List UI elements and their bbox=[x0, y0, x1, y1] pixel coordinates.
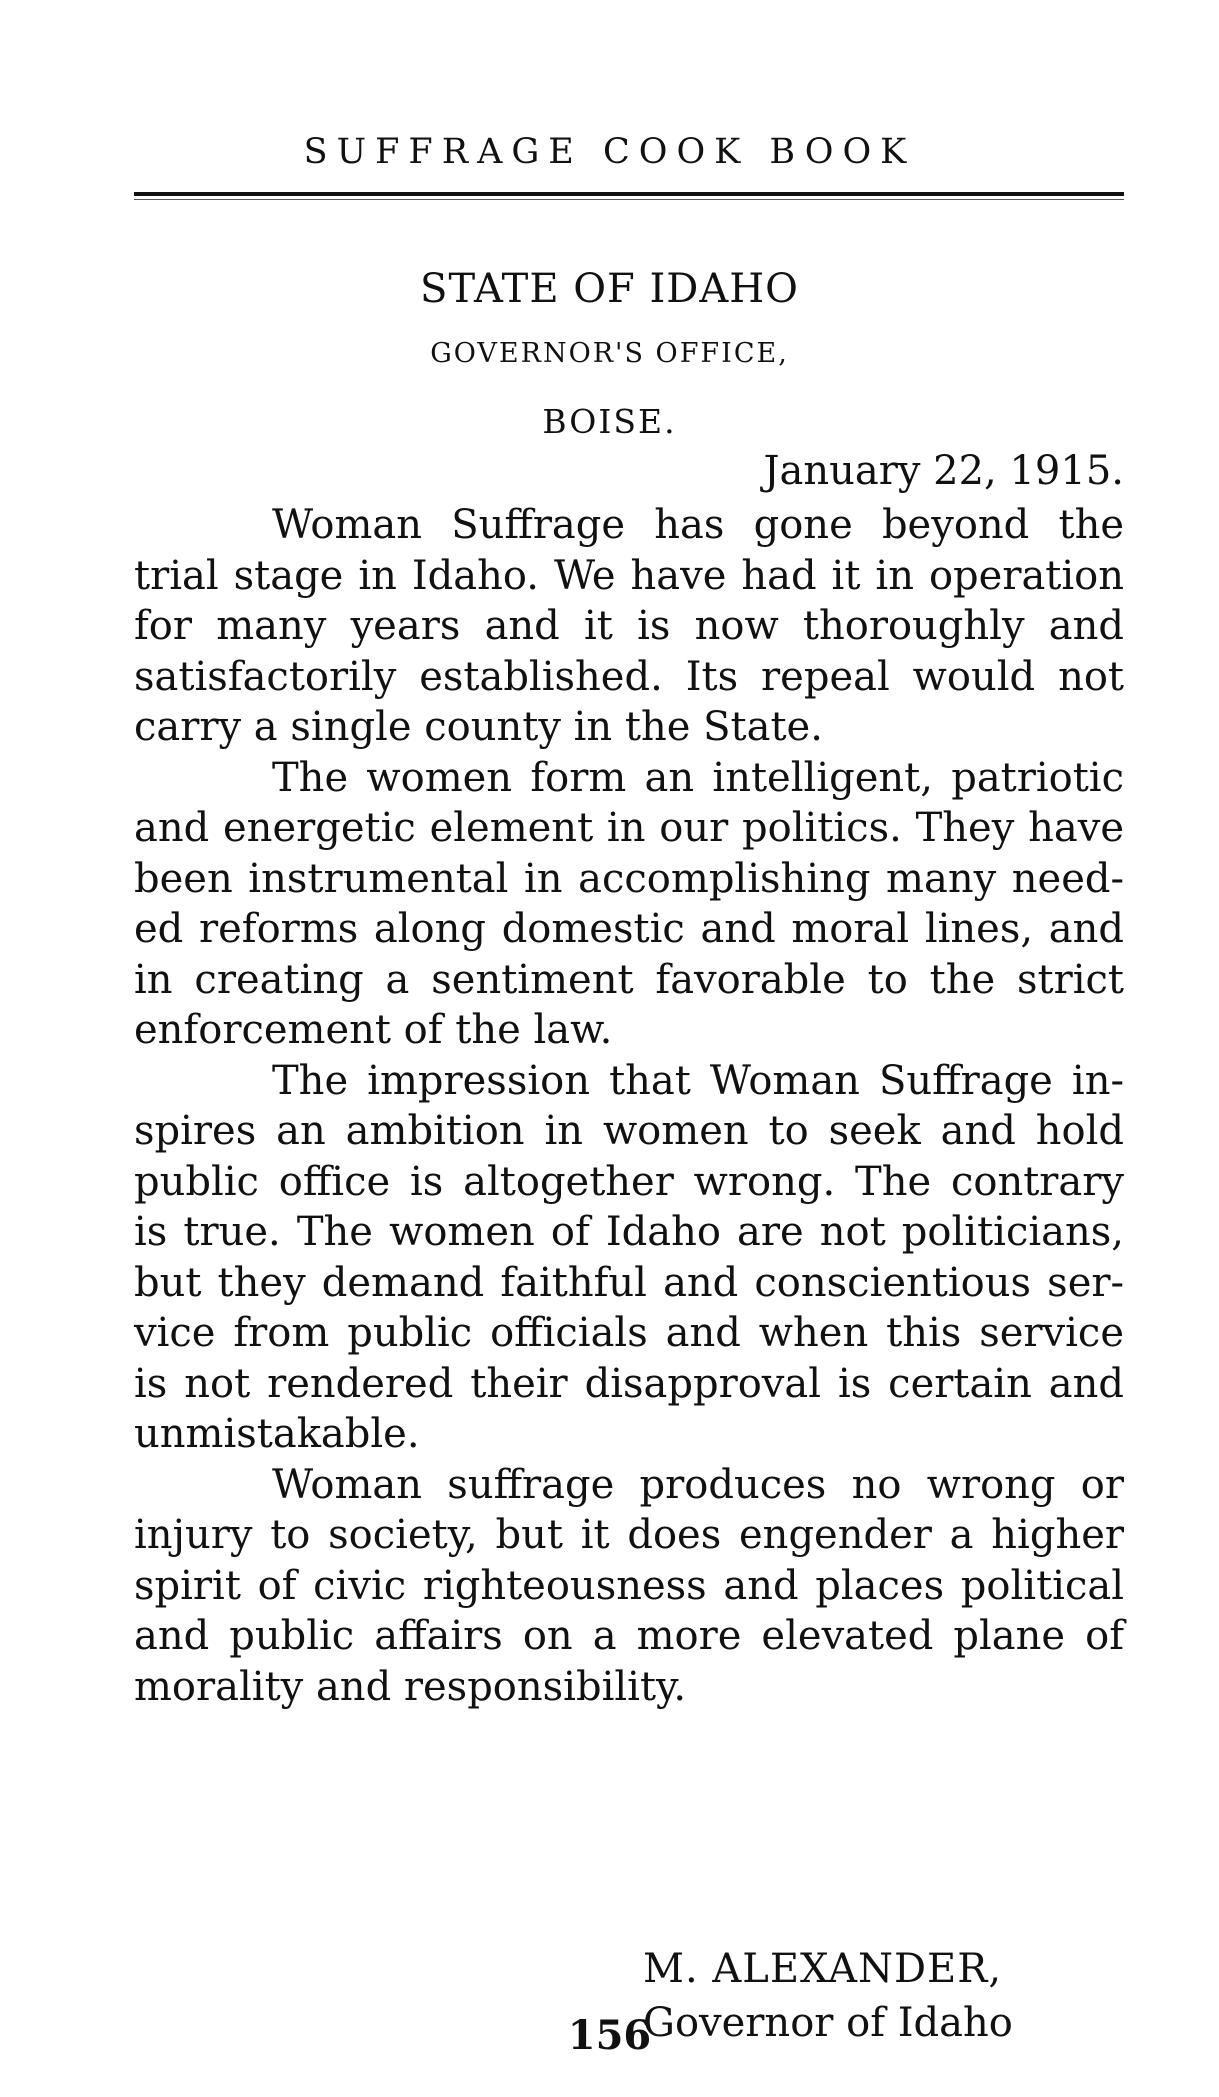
letter-date: January 22, 1915. bbox=[763, 448, 1124, 494]
paragraph-3: The impression that Woman Suffrage inspires an ambition in women to seek and hold public office is altogether wrong. The contrary is true. The women of Idaho are not politicians, but they demand faithful and conscientious service from public officials and when this service is not rendered their disapproval is certain and unmistakable. bbox=[134, 1057, 1124, 1457]
state-title: STATE OF IDAHO bbox=[420, 266, 799, 312]
header-rule-shadow bbox=[134, 199, 1124, 200]
running-head: SUFFRAGE COOK BOOK bbox=[303, 132, 916, 172]
paragraph-4: Woman suffrage produces no wrong or injury to society, but it does engender a higher spirit of civic righteousness and places political and public affairs on a more elevated plane of morality and responsibility. bbox=[134, 1461, 1124, 1710]
letter-body bbox=[134, 500, 1124, 1712]
city-line: BOISE. bbox=[542, 402, 677, 441]
governors-office-line: GOVERNOR'S OFFICE, bbox=[430, 338, 789, 369]
signatory-name: M. ALEXANDER, bbox=[643, 1946, 1003, 1992]
signatory-title: Governor of Idaho bbox=[643, 2000, 1013, 2046]
page-number: 156 bbox=[567, 2012, 652, 2059]
header-rule bbox=[134, 192, 1124, 196]
paragraph-1: Woman Suffrage has gone beyond the trial stage in Idaho. We have had it in operation for many years and it is now thoroughly and satisfactorily established. Its repeal would not carry a single county in the State. bbox=[134, 502, 1124, 750]
paragraph-2: The women form an intelligent, patriotic and energetic element in our politics. They have been instrumental in accomplishing many needed reforms along domestic and moral lines, and in creating a sentiment favorable to the strict enforcement of the law. bbox=[134, 754, 1124, 1053]
